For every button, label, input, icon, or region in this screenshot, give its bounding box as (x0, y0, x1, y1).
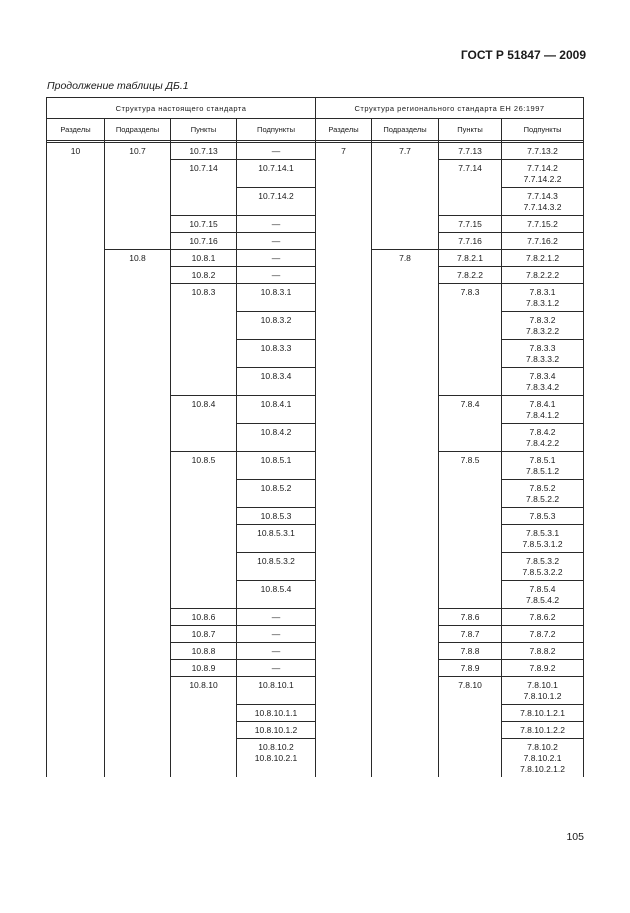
table-row (47, 424, 584, 452)
table-cell: — (237, 660, 316, 677)
table-cell: — (237, 233, 316, 250)
table-cell (372, 480, 439, 508)
table-cell (105, 452, 171, 480)
col-header: Пункты (171, 119, 237, 141)
table-cell (47, 188, 105, 216)
table-cell: 10.8.5.1 (237, 452, 316, 480)
table-cell (47, 525, 105, 553)
table-row (47, 609, 584, 626)
table-row (47, 739, 584, 778)
col-header: Подразделы (105, 119, 171, 141)
table-cell: 7.8.4.2 7.8.4.2.2 (502, 424, 584, 452)
table-cell (105, 480, 171, 508)
table-cell: 10.7.13 (171, 143, 237, 160)
table-cell (105, 216, 171, 233)
table-cell (171, 508, 237, 525)
table-row (47, 581, 584, 609)
table-cell: 7.8.9 (439, 660, 502, 677)
table-cell: 10.8.5.4 (237, 581, 316, 609)
table-cell: 7.7.13 (439, 143, 502, 160)
table-cell (316, 284, 372, 312)
table-row (47, 216, 584, 233)
mapping-table (46, 97, 584, 777)
table-cell: 7.7 (372, 143, 439, 160)
table-cell (316, 722, 372, 739)
table-row (47, 722, 584, 739)
table-cell: 10.7.14.1 (237, 160, 316, 188)
table-cell (372, 660, 439, 677)
table-cell: 7.7.16.2 (502, 233, 584, 250)
col-header: Разделы (47, 119, 105, 141)
table-cell: 7.7.13.2 (502, 143, 584, 160)
table-cell: 7.8.10.2 7.8.10.2.1 7.8.10.2.1.2 (502, 739, 584, 778)
table-cell (47, 424, 105, 452)
table-cell (47, 553, 105, 581)
table-cell (171, 424, 237, 452)
table-row (47, 160, 584, 188)
table-cell (47, 452, 105, 480)
table-cell (316, 396, 372, 424)
table-cell (316, 267, 372, 284)
table-cell: 7.7.14.2 7.7.14.2.2 (502, 160, 584, 188)
table-cell (372, 267, 439, 284)
document-id: ГОСТ Р 51847 — 2009 (460, 48, 586, 62)
table-cell: 7.8.5.3.2 7.8.5.3.2.2 (502, 553, 584, 581)
table-cell (372, 525, 439, 553)
table-cell: 7.8.6.2 (502, 609, 584, 626)
table-cell: 7.7.16 (439, 233, 502, 250)
table-cell (171, 312, 237, 340)
table-cell (47, 705, 105, 722)
table-cell: 7.8.10.1.2.1 (502, 705, 584, 722)
table-cell (316, 368, 372, 396)
table-cell (47, 722, 105, 739)
table-cell (105, 553, 171, 581)
table-cell (105, 340, 171, 368)
table-cell (439, 340, 502, 368)
table-row (47, 553, 584, 581)
table-cell (316, 660, 372, 677)
table-cell: — (237, 609, 316, 626)
table-cell: 7.8.2.2 (439, 267, 502, 284)
table-cell: 7.8.8 (439, 643, 502, 660)
table-row (47, 312, 584, 340)
table-cell (316, 424, 372, 452)
table-cell (372, 188, 439, 216)
table-cell: 7.8 (372, 250, 439, 267)
table-cell (372, 160, 439, 188)
table-cell (105, 267, 171, 284)
table-cell (105, 643, 171, 660)
table-cell (316, 216, 372, 233)
table-cell (47, 396, 105, 424)
table-cell (47, 250, 105, 267)
table-cell: 10.8.10.1.1 (237, 705, 316, 722)
table-cell: 7.8.5 (439, 452, 502, 480)
table-row (47, 267, 584, 284)
table-cell: 10.8.2 (171, 267, 237, 284)
table-cell (372, 739, 439, 778)
table-cell (316, 705, 372, 722)
table-row (47, 396, 584, 424)
table-cell: 7.7.15.2 (502, 216, 584, 233)
table-cell: 10.8.3.1 (237, 284, 316, 312)
table-cell (316, 340, 372, 368)
table-cell (47, 643, 105, 660)
table-cell: 10.8.3 (171, 284, 237, 312)
table-row (47, 368, 584, 396)
table-cell (316, 160, 372, 188)
table-cell: 10.8.5.3.1 (237, 525, 316, 553)
table-cell (47, 480, 105, 508)
page-number: 105 (566, 831, 584, 843)
table-cell (372, 508, 439, 525)
table-row (47, 250, 584, 267)
table-cell (47, 660, 105, 677)
table-cell (372, 396, 439, 424)
table-cell (316, 677, 372, 705)
table-row (47, 643, 584, 660)
table-cell: 7.8.8.2 (502, 643, 584, 660)
table-cell: 7.8.10.1 7.8.10.1.2 (502, 677, 584, 705)
table-cell (47, 368, 105, 396)
table-cell (47, 216, 105, 233)
table-cell (372, 216, 439, 233)
table-cell: 7.8.9.2 (502, 660, 584, 677)
table-cell (316, 312, 372, 340)
table-cell: — (237, 250, 316, 267)
table-cell (105, 160, 171, 188)
table-cell: 7.8.3 (439, 284, 502, 312)
table-cell: 10.7.16 (171, 233, 237, 250)
table-cell (105, 626, 171, 643)
table-cell: 10.8.5.2 (237, 480, 316, 508)
table-cell (171, 525, 237, 553)
table-row (47, 508, 584, 525)
group-header-regional: Структура регионального стандарта ЕН 26:1997 (316, 98, 584, 119)
table-cell: — (237, 216, 316, 233)
table-cell: 10.8.3.2 (237, 312, 316, 340)
col-header: Пункты (439, 119, 502, 141)
table-cell (372, 368, 439, 396)
table-cell: — (237, 143, 316, 160)
table-cell: 10.8.7 (171, 626, 237, 643)
table-cell: 7.8.10 (439, 677, 502, 705)
table-cell (439, 368, 502, 396)
table-cell: 7.8.2.2.2 (502, 267, 584, 284)
table-cell (372, 581, 439, 609)
table-cell (439, 553, 502, 581)
table-row (47, 480, 584, 508)
table-cell: 7.8.2.1 (439, 250, 502, 267)
table-cell: 10.8.4 (171, 396, 237, 424)
table-cell (316, 508, 372, 525)
table-cell (372, 626, 439, 643)
table-cell (171, 705, 237, 722)
table-cell (439, 480, 502, 508)
table-cell: 10.7.14 (171, 160, 237, 188)
table-cell: — (237, 626, 316, 643)
table-cell: 7.8.10.1.2.2 (502, 722, 584, 739)
table-cell: 10.8.10.1.2 (237, 722, 316, 739)
table-cell (316, 626, 372, 643)
table-cell (171, 368, 237, 396)
table-cell (105, 525, 171, 553)
table-cell: 7.8.7 (439, 626, 502, 643)
table-cell: 10.8 (105, 250, 171, 267)
table-cell: 7.8.5.4 7.8.5.4.2 (502, 581, 584, 609)
table-cell: 7.7.14.3 7.7.14.3.2 (502, 188, 584, 216)
table-cell (439, 581, 502, 609)
table-cell (316, 480, 372, 508)
table-cell: 10.8.1 (171, 250, 237, 267)
col-header: Подпункты (237, 119, 316, 141)
table-cell (439, 705, 502, 722)
table-cell: 10.8.8 (171, 643, 237, 660)
col-header: Подпункты (502, 119, 584, 141)
table-cell: 7.7.15 (439, 216, 502, 233)
table-cell: 10.8.4.1 (237, 396, 316, 424)
table-cell (105, 284, 171, 312)
table-cell (316, 525, 372, 553)
col-header: Подразделы (372, 119, 439, 141)
table-cell (47, 609, 105, 626)
table-cell: 7.8.4 (439, 396, 502, 424)
table-cell (47, 233, 105, 250)
group-header-current: Структура настоящего стандарта (47, 98, 316, 119)
table-row (47, 188, 584, 216)
table-cell: 10.8.9 (171, 660, 237, 677)
table-cell (316, 553, 372, 581)
table-cell: 7.8.2.1.2 (502, 250, 584, 267)
table-cell (171, 581, 237, 609)
table-cell (372, 340, 439, 368)
table-cell (105, 312, 171, 340)
table-cell (372, 233, 439, 250)
table-cell (372, 553, 439, 581)
table-cell (47, 160, 105, 188)
table-cell (372, 722, 439, 739)
table-cell (316, 609, 372, 626)
table-cell (105, 508, 171, 525)
table-caption: Продолжение таблицы ДБ.1 (47, 80, 189, 92)
table-cell (47, 677, 105, 705)
table-cell (105, 660, 171, 677)
table-cell: 10.8.5.3.2 (237, 553, 316, 581)
table-cell: 7.8.7.2 (502, 626, 584, 643)
table-cell (47, 508, 105, 525)
table-row (47, 233, 584, 250)
table-cell: 10.7.14.2 (237, 188, 316, 216)
table-cell: 10.8.3.4 (237, 368, 316, 396)
table-cell (439, 739, 502, 778)
table-cell (171, 480, 237, 508)
table-cell: — (237, 267, 316, 284)
table-cell: 7.8.5.1 7.8.5.1.2 (502, 452, 584, 480)
table-cell: 7.8.3.4 7.8.3.4.2 (502, 368, 584, 396)
table-cell (316, 188, 372, 216)
table-cell (105, 722, 171, 739)
table-cell (171, 340, 237, 368)
table-cell (171, 553, 237, 581)
table-cell (105, 424, 171, 452)
table-cell (47, 340, 105, 368)
table-cell: 10.8.10.1 (237, 677, 316, 705)
table-cell (171, 188, 237, 216)
table-cell (439, 722, 502, 739)
table-cell: 7.8.4.1 7.8.4.1.2 (502, 396, 584, 424)
table-row (47, 677, 584, 705)
table-cell: 10.8.5 (171, 452, 237, 480)
table-row (47, 705, 584, 722)
table-cell: 10.8.10 (171, 677, 237, 705)
table-row (47, 626, 584, 643)
table-cell (372, 643, 439, 660)
table-cell (372, 312, 439, 340)
table-cell: 7.8.3.3 7.8.3.3.2 (502, 340, 584, 368)
table-cell (47, 312, 105, 340)
table-row (47, 525, 584, 553)
table-cell (316, 739, 372, 778)
table-cell: 7.8.5.3 (502, 508, 584, 525)
table-row (47, 452, 584, 480)
table-row (47, 143, 584, 160)
table-cell (439, 424, 502, 452)
col-header: Разделы (316, 119, 372, 141)
table-cell (439, 508, 502, 525)
table-cell: 7.7.14 (439, 160, 502, 188)
table-cell (316, 233, 372, 250)
table-cell (372, 705, 439, 722)
table-cell (105, 233, 171, 250)
table-cell (105, 677, 171, 705)
table-cell: 10 (47, 143, 105, 160)
table-cell (47, 581, 105, 609)
table-row (47, 340, 584, 368)
table-row (47, 284, 584, 312)
table-cell (47, 267, 105, 284)
table-cell: 10.8.3.3 (237, 340, 316, 368)
table-cell (372, 609, 439, 626)
table-cell (372, 677, 439, 705)
table-cell: 7.8.6 (439, 609, 502, 626)
table-cell (105, 739, 171, 778)
table-cell: 7.8.5.3.1 7.8.5.3.1.2 (502, 525, 584, 553)
table-cell (171, 739, 237, 778)
table-cell (105, 581, 171, 609)
table-cell: 7.8.3.1 7.8.3.1.2 (502, 284, 584, 312)
table-cell (439, 188, 502, 216)
table-cell (372, 424, 439, 452)
table-cell (316, 250, 372, 267)
table-cell (439, 312, 502, 340)
table-cell (171, 722, 237, 739)
table-cell: 10.7.15 (171, 216, 237, 233)
table-cell (439, 525, 502, 553)
table-cell (316, 643, 372, 660)
table-cell (372, 284, 439, 312)
table-cell: 10.7 (105, 143, 171, 160)
table-cell: 7.8.5.2 7.8.5.2.2 (502, 480, 584, 508)
table-cell: 10.8.5.3 (237, 508, 316, 525)
table-cell (47, 739, 105, 778)
table-cell: — (237, 643, 316, 660)
table-cell (105, 609, 171, 626)
table-cell: 10.8.4.2 (237, 424, 316, 452)
table-cell (105, 396, 171, 424)
table-cell (316, 452, 372, 480)
table-cell (105, 705, 171, 722)
table-cell (47, 284, 105, 312)
table-cell (47, 626, 105, 643)
table-cell: 7.8.3.2 7.8.3.2.2 (502, 312, 584, 340)
table-cell (316, 581, 372, 609)
table-cell: 7 (316, 143, 372, 160)
table-body (47, 143, 584, 778)
table-cell (105, 188, 171, 216)
table-row (47, 660, 584, 677)
table-cell: 10.8.6 (171, 609, 237, 626)
table-cell: 10.8.10.2 10.8.10.2.1 (237, 739, 316, 778)
table-cell (105, 368, 171, 396)
table-cell (372, 452, 439, 480)
